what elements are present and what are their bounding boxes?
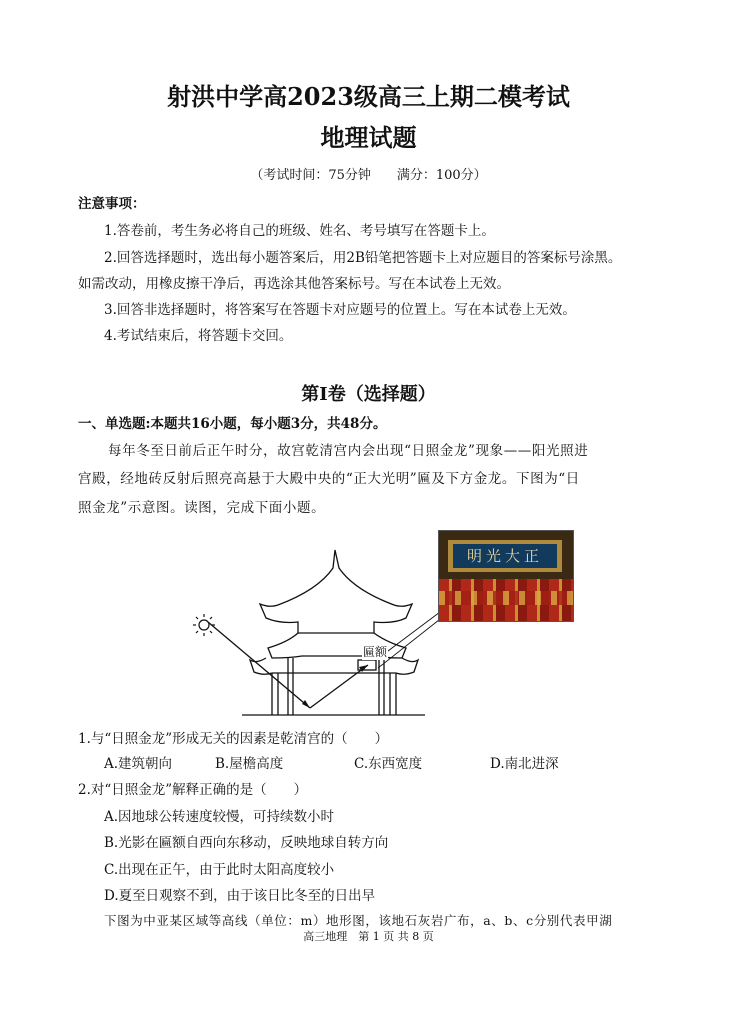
notice-heading: 注意事项：: [78, 196, 146, 212]
notice-item-2: 2.回答选择题时，选出每小题答案后，用2B铅笔把答题卡上对应题目的答案标号涂黑。: [104, 250, 622, 266]
notice-item-3: 3.回答非选择题时，将答案写在答题卡对应题号的位置上。写在本试卷上无效。: [104, 302, 576, 318]
question-2-option-b: B.光影在匾额自西向东移动，反映地球自转方向: [104, 835, 389, 851]
passage-line-2: 宫殿，经地砖反射后照亮高悬于大殿中央的“正大光明”匾及下方金龙。下图为“日: [78, 471, 580, 487]
plaque-photo: [438, 530, 574, 622]
question-1-option-a: A.建筑朝向: [104, 756, 173, 772]
question-2-option-d: D.夏至日观察不到，由于该日比冬至的日出早: [104, 888, 376, 904]
question-2-stem: 2.对“日照金龙”解释正确的是（ ）: [78, 782, 308, 798]
exam-title: 射洪中学高2023级高三上期二模考试: [167, 82, 570, 111]
passage-line-1: 每年冬至日前后正午时分，故宫乾清宫内会出现“日照金龙”现象——阳光照进: [108, 443, 589, 459]
page-footer: 高三地理 第 1 页 共 8 页: [303, 930, 434, 943]
question-2-option-a: A.因地球公转速度较慢，可持续数小时: [104, 809, 335, 825]
question-1-stem: 1.与“日照金龙”形成无关的因素是乾清宫的（ ）: [78, 731, 389, 747]
question-2-option-c: C.出现在正午，由于此时太阳高度较小: [104, 862, 335, 878]
notice-item-4: 4.考试结束后，将答题卡交回。: [104, 328, 293, 344]
part-heading: 一、单选题:本题共16小题，每小题3分，共48分。: [78, 416, 387, 432]
sun-ray-reflected: [310, 665, 368, 708]
passage-line-3: 照金龙”示意图。读图，完成下面小题。: [78, 500, 326, 516]
palace-roof: [260, 550, 412, 658]
section-title: 第Ⅰ卷（选择题）: [301, 384, 436, 405]
plaque-label: 匾额: [363, 645, 388, 659]
plaque-text: 明光大正: [453, 544, 557, 568]
notice-item-1: 1.答卷前，考生务必将自己的班级、姓名、考号填写在答题卡上。: [104, 223, 495, 239]
exam-info: （考试时间：75分钟 满分：100分）: [250, 168, 487, 183]
notice-item-2-cont: 如需改动，用橡皮擦干净后，再选涂其他答案标号。写在本试卷上无效。: [78, 276, 510, 292]
question-1-option-b: B.屋檐高度: [215, 756, 284, 772]
subject-title: 地理试题: [320, 123, 417, 152]
next-passage-line: 下图为中亚某区域等高线（单位：m）地形图，该地石灰岩广布，a、b、c分别代表甲湖: [104, 913, 613, 928]
question-1-option-d: D.南北进深: [490, 756, 559, 772]
question-1-option-c: C.东西宽度: [354, 756, 423, 772]
